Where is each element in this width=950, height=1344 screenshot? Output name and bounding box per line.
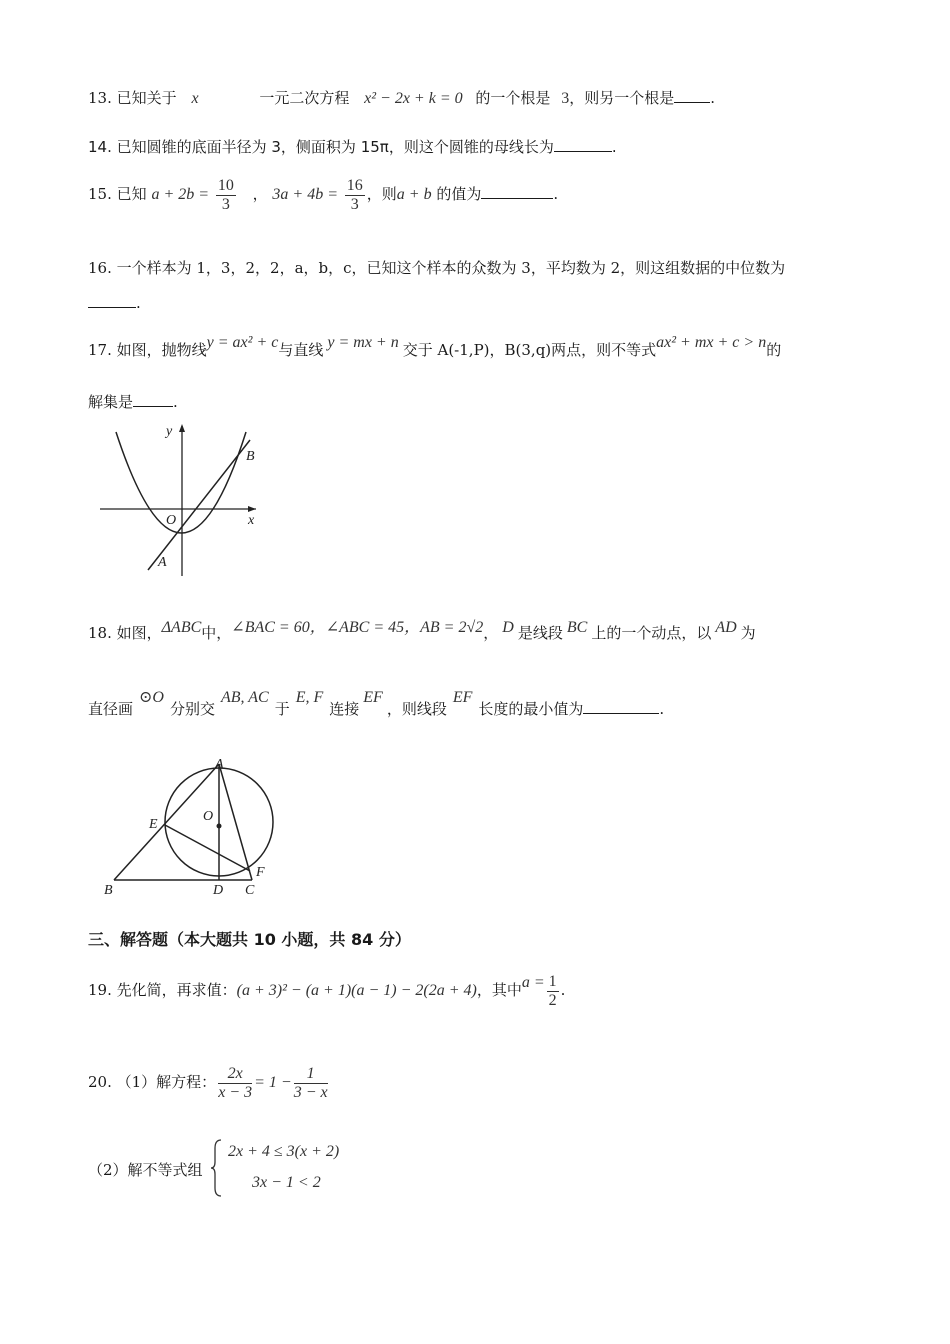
answer-blank[interactable] [481, 184, 553, 199]
question-16 [88, 258, 785, 278]
denominator: 3 [350, 195, 359, 213]
q20-part1-label: （1）解方程： [116, 1073, 217, 1091]
segment-ef [165, 825, 250, 871]
q19-expression: (a + 3)² − (a + 1)(a − 1) − 2(2a + 4) [236, 982, 477, 999]
q15-eq1-left: a + 2b = [151, 186, 210, 203]
q18-segment-ad: AD [715, 619, 737, 636]
q16-period: . [136, 294, 141, 312]
q18-ef: EF [363, 689, 383, 706]
label-b: B [246, 449, 255, 464]
q18-points-ef: E, F [295, 689, 324, 706]
q18-text-3: ， [483, 624, 499, 642]
label-f: F [256, 865, 265, 880]
q15-period: . [553, 185, 559, 203]
q19-period: . [560, 981, 566, 999]
question-14 [88, 137, 617, 157]
question-number: 13. [88, 89, 112, 107]
numerator: 1 [548, 972, 557, 990]
label-o: O [203, 809, 214, 824]
q18-l2-text-a: 直径画 [88, 700, 134, 718]
q17-line2-text: 解集是 [88, 393, 134, 411]
q15-text-3: 的值为 [436, 185, 482, 203]
q18-text-1: 如图， [116, 624, 162, 642]
q13-text-4: ，则另一个根是 [569, 89, 675, 107]
inequality-1: 2x + 4 ≤ 3(x + 2) [228, 1143, 340, 1160]
label-a: A [215, 757, 224, 772]
question-15: 15. 已知 a + 2b = $\frac{10}{3}$ ， 3a + 4b = $\frac{16}{3}$ ，则a + b 的值为 . [88, 176, 559, 213]
parabola-line-figure [96, 418, 266, 580]
label-e: E [149, 817, 158, 832]
q18-l2-text-b: 分别交 [169, 700, 215, 718]
question-number: 17. [88, 341, 112, 359]
label-d: D [213, 883, 224, 898]
q15-text-1: 已知 [116, 185, 147, 203]
q13-equation: x² − 2x + k = 0 [364, 90, 463, 107]
q18-point-d: D [502, 619, 514, 636]
q19-a-eq: a = [521, 974, 545, 991]
q13-text-2: 一元二次方程 [259, 89, 350, 107]
q18-circle-o: ⊙O [139, 689, 164, 706]
q18-l2-text-d: 连接 [329, 700, 360, 718]
q17-line-eq: y = mx + n [327, 334, 399, 351]
label-a: A [158, 555, 167, 570]
label-b: B [104, 883, 113, 898]
q17-text-1: 如图，抛物线 [116, 341, 207, 359]
numerator: 1 [294, 1065, 328, 1084]
label-c: C [245, 883, 255, 898]
question-20-part2 [88, 1160, 203, 1180]
straight-line [148, 440, 250, 570]
q13-text-3: 的一个根是 [475, 89, 551, 107]
answer-blank[interactable] [554, 137, 612, 152]
denominator: 3 − x [293, 1083, 328, 1101]
denominator: 3 [221, 195, 230, 213]
answer-blank[interactable] [583, 699, 659, 714]
q19-fraction [547, 973, 559, 1010]
q17-period: . [173, 393, 178, 411]
q15-fraction-2 [345, 177, 365, 214]
x-axis-arrow [248, 506, 256, 512]
question-number: 20. [88, 1073, 112, 1091]
label-y: y [166, 424, 173, 439]
q14-period: . [611, 138, 617, 156]
label-origin: O [166, 513, 177, 528]
q20-middle: = 1 − [254, 1074, 292, 1091]
q17-inequality: ax² + mx + c > n [656, 334, 767, 351]
q18-segment-bc: BC [566, 619, 588, 636]
inequality-2: 3x − 1 < 2 [252, 1174, 321, 1191]
q18-period: . [659, 700, 665, 718]
q18-conditions: ∠BAC = 60，∠ABC = 45，AB = 2√2 [231, 619, 484, 636]
q15-fraction-1 [216, 177, 236, 214]
question-18-line2 [88, 689, 665, 720]
q18-ef-2: EF [452, 689, 473, 706]
y-axis-arrow [179, 424, 185, 432]
center-point [217, 824, 222, 829]
question-number: 18. [88, 624, 112, 642]
q13-root: 3 [561, 90, 570, 107]
q17-text-4: 的 [766, 341, 782, 359]
question-19 [88, 968, 565, 1013]
answer-blank[interactable] [133, 392, 173, 407]
q15-eq2-left: 3a + 4b = [272, 186, 338, 203]
question-number: 15. [88, 185, 112, 203]
question-16-line2 [88, 293, 141, 313]
q15-text-2: ，则 [366, 185, 397, 203]
answer-blank[interactable] [674, 88, 710, 103]
q15-expr: a + b [396, 186, 432, 203]
q20-fraction-1 [218, 1065, 252, 1102]
q18-text-4: 是线段 [517, 624, 563, 642]
label-x: x [248, 513, 255, 528]
q16-text: 16. 一个样本为 1，3，2，2，a，b，c，已知这个样本的众数为 3，平均数为 2，则这组数据的中位数为 [88, 259, 786, 277]
parabola-curve [116, 432, 246, 533]
numerator: 2x [218, 1065, 252, 1084]
system-brace [210, 1138, 224, 1198]
question-13 [88, 88, 715, 109]
question-17-line2 [88, 392, 178, 412]
q19-text-2: ，其中 [476, 981, 522, 999]
q18-l2-text-c: 于 [274, 700, 290, 718]
q18-text-5: 上的一个动点，以 [591, 624, 712, 642]
answer-blank[interactable] [88, 293, 136, 308]
q17-text-3: 交于 A(-1,P)，B(3,q)两点，则不等式 [402, 341, 657, 359]
q20-part2-label: （2）解不等式组 [88, 1161, 203, 1179]
q18-text-2: 中， [201, 624, 232, 642]
q18-l2-text-f: 长度的最小值为 [478, 700, 584, 718]
q18-ab-ac: AB, AC [221, 689, 269, 706]
q13-text-1: 已知关于 [116, 89, 177, 107]
question-17 [88, 334, 782, 361]
numerator: 16 [346, 176, 363, 194]
q17-parabola: y = ax² + c [206, 334, 279, 351]
q18-triangle: ΔABC [161, 619, 202, 636]
question-18 [88, 619, 756, 644]
numerator: 10 [217, 176, 234, 194]
q18-l2-text-e: ，则线段 [386, 700, 447, 718]
q13-var: x [191, 90, 199, 107]
q20-fraction-2 [294, 1065, 328, 1102]
q18-text-6: 为 [740, 624, 756, 642]
triangle-circle-figure [100, 750, 290, 900]
section-heading: 三、解答题（本大题共 10 小题，共 84 分） [88, 930, 411, 949]
denominator: x − 3 [218, 1083, 253, 1101]
q17-text-2: 与直线 [278, 341, 324, 359]
question-20 [88, 1060, 330, 1105]
denominator: 2 [548, 991, 557, 1009]
q19-text-1: 先化简，再求值： [116, 981, 237, 999]
question-number: 19. [88, 981, 112, 999]
q14-text: 14. 已知圆锥的底面半径为 3，侧面积为 15π，则这个圆锥的母线长为 [88, 138, 554, 156]
q13-period: . [710, 89, 715, 107]
